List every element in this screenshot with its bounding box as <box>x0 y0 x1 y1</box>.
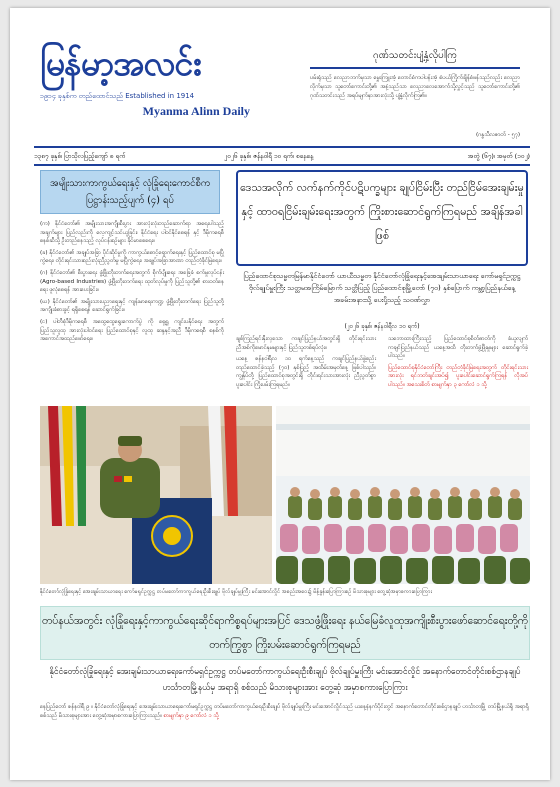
bottom-article-body <box>40 703 530 720</box>
speaker-photo <box>40 406 272 584</box>
left-article-headline: အမျိုးသားကာကွယ်ရေးနှင့် လုံခြုံရေးကောင်စီကပြဋ္ဌာန်းသည့်ပျက် (၄) ရပ် <box>40 170 220 214</box>
masthead-english-name: Myanma Alinn Daily <box>142 104 250 118</box>
main-article-paragraph: ယနေ့ ဇန်နဝါရီလ ၁၀ ရက်နေ့သည် ကချင်ပြည်နယ်ဖွဲ့စည်းတည်ထောင်ခဲ့သည့် (၇၀) နှစ်ပြည့် အထိမ်းအမှတ်နေ့ ဖြစ်ပါသည်။ ကျွန်ုပ်တို့ ပြည်ထောင်စုအတွင်းရှိ တိုင်းရင်းသားအားလုံး ညီညွတ်စွာ ပူးပေါင်း ကြိုးပမ်းကြရမည်။ <box>236 356 376 388</box>
photo-row <box>40 406 530 584</box>
audience-photo <box>276 406 530 584</box>
main-article-paragraph: ချစ်ကြည်ရင်းနှီးလှသော ကချင်ပြည်နယ်အတွင်းရှိ တိုင်းရင်းသားညီအစ်ကိုမောင်နှမများနှင့် ပြည်သူတစ်ရပ်လုံး။ <box>236 336 376 351</box>
masthead-subtitle: ၁၉၁၄ ခုနှစ်က တည်ထောင်သည် Established in 1914 <box>40 92 195 100</box>
left-article-paragraph: (ခ) နိုင်ငံတော်၏ အချုပ်အခြာ ပိုင်ဆိုင်မှုကို ကာကွယ်စောင့်ရှောက်ရေးနှင့် ပြည်ထောင်စု မပြိုကွဲရေး၊ တိုင်းရင်းသားစည်းလုံးညီညွတ်မှု မပြိုကွဲရေး၊ အချုပ်အခြာအာဏာ တည်တံ့ခိုင်မြဲရေး။ <box>40 249 224 265</box>
main-article-column-1 <box>236 335 376 393</box>
dateline-gregorian-date: ၂၀၂၆ ခုနှစ်၊ ဇန်နဝါရီ ၁၀ ရက်၊ စနေနေ့ <box>224 152 314 160</box>
photo-caption: နိုင်ငံတော်လုံခြုံရေးနှင့် အေးချမ်းသာယာရေး ကော်မရှင်ဥက္ကဋ္ဌ တပ်မတော်ကာကွယ်ရေးဦးစီးချုပ် ဗိုလ်ချုပ်မှူးကြီး မင်းအောင်လှိုင် အစည်းအဝေး၌ မိန့်ခွန်းပြောကြားစဉ် မိသားစုများ တွေ့ဆုံအမှာစကားပြောကြား <box>40 589 432 595</box>
main-article-subheadline: ပြည်ထောင်စုသမ္မတမြန်မာနိုင်ငံတော် ယာယီသမ္မတ နိုင်ငံတော်လုံခြုံရေးနှင့်အေးချမ်းသာယာရေး ကော်မရှင်ဥက္ကဋ္ဌ ဗိုလ်ချုပ်မှူးကြီး သတ္တမအကြိမ်မြောက် သတ္တိပြည့် ပြည်ထောင်စုမြို့တော် (၇၀) နှစ်ပြောက် ကမ္ဘာ့ပြည်နယ်နေ့ အခမ်းအနားသို့ ပေးပို့သည့် သဝဏ်လွှာ <box>243 272 521 304</box>
quote-title: ဂုဏ်သတင်းပျံ့နှံ့လိုပါကြ <box>310 48 520 69</box>
masthead-title: မြန်မာ့အလင်း <box>40 44 201 84</box>
main-article-paragraph: သဘောထားကြီးသည့် ပြည်ထောင်စုစိတ်ဓာတ်ကို ခံယူလျက် ကချင်ပြည်နယ်သည် ယနေ့အထိ တိုးတက်ဖွံ့ဖြိုးမှုများ ဆောင်ရွက်ခဲ့ပါသည်။ <box>388 336 528 360</box>
masthead <box>40 38 250 133</box>
quote-source: (ဂန္ဓသီလဇာတ် - ၅၇) <box>475 132 520 138</box>
left-article-paragraph: (ဂ) နိုင်ငံတော်၏ စီးပွားရေး ဖွံ့ဖြိုးတိုးတက်ရေးအတွက် စိုက်ပျိုးရေး အခြေခံ စက်မှုလုပ်ငန်း (Agro-based Industries) ဖွံ့ဖြိုးတိုးတက်ရေး ထုတ်လုပ်မှုကို ပြည်သူတို့၏ စားဝတ်နေရေး ဖူလုံစေရန် အားပေးခြင်း။ <box>40 269 224 294</box>
main-article-column-2 <box>388 335 528 393</box>
bottom-article-continued[interactable]: စာမျက်နှာ ၉ ကော်လံ ၁ သို့ <box>163 712 219 719</box>
main-article-dateline: (၂၀၂၆ ခုနှစ်၊ ဇန်နဝါရီလ ၁၀ ရက်) <box>344 323 420 330</box>
left-article-paragraph: (င) ပါတီစုံဒီမိုကရေစီ အထွေထွေရွေးကောက်ပွဲ ကို ရှေ့ရှု ကျင်းပနိုင်ရေး အတွက် ပြည်သူလူထု အားလုံးပါဝင်ရေး ပြည်ထောင်စုနှင့် လူထု ဆန္ဒနှင့်အညီ ဒီမိုကရေစီ စနစ်ကို အကောင်အထည်ဖော်ရေး။ <box>40 318 224 343</box>
bottom-article-headline[interactable]: တပ်နယ်အတွင်း လုံခြုံရေးနှင့်ကာကွယ်ရေးဆိုင်ရာကိစ္စရပ်များအပြင် ဒေသဖွံ့ဖြိုးရေး နယ်မြေခံလူထုအကျိုးစီးပွားဖော်ဆောင်ရေးတို့ကို တက်ကြွစွာ ကြိုးပမ်းဆောင်ရွက်ကြရမည် <box>40 606 530 660</box>
dateline-burmese-date: ၁၃၈၇ ခုနှစ်၊ ပြာသိုလပြည့်ကျော် ၈ ရက် <box>34 152 126 160</box>
left-article-paragraph: (က) နိုင်ငံတော်၏ အမျိုးသားအကျိုးစီးပွား အားလုံးလုံးတည်ဆောက်ရာ အရေးပါသည့် အချက်များ ပြည်လည်းကို လေ့ကျင့်သင်ယူခြင်း၊ နိုင်ငံရေး ပါဝင်နိုင်စေရန် နှင့် ဒီမိုကရေစီ စနစ်ဆီသို့ ဦးတည်နေသည့် လုပ်ငန်းစဉ်များ ခိုင်မာစေရေး။ <box>40 221 224 245</box>
newspaper-page <box>10 8 550 780</box>
left-article-body <box>40 220 224 347</box>
dateline-bar <box>34 146 530 166</box>
quote-text: ပမ်းရုံသည် လေညာဘက်မှသာ မွှေးကြူးအံ့ တောင်စံကပါပန်းအံ့ စံပယ်ကြိုက်ချိန်စံဖန်သည်လည်း လေညာလိုက်မှသာ သူတော်ကောင်းတို့၏ အနံ့သည်သာ လေညာလေအောက်သို့လွှင့်သည် သူတော်ကောင်းတို့၏ ဂုဏ်သတင်းသည် အရပ်မျက်နှာအားလုံးသို့ ပျံ့နှံ့လိုက်ကြ၏။ <box>310 75 520 99</box>
left-article-paragraph: (ဃ) နိုင်ငံတော်၏ အမျိုးသားပညာရေးနှင့် ကျန်းမာရေးကဏ္ဍ ဖွံ့ဖြိုးတိုးတက်ရေး ပြည်သူတို့ အကျိုးခံစားခွင့် ရရှိစေရန် ဆောင်ရွက်ခြင်း။ <box>40 298 224 314</box>
dateline-volume: အတွဲ (၆၇)၊ အမှတ် (၁၀၂) <box>467 152 530 160</box>
bottom-article-subheadline: နိုင်ငံတော်လုံခြုံရေးနှင့် အေးချမ်းသာယာရေးကော်မရှင်ဥက္ကဋ္ဌ တပ်မတော်ကာကွယ်ရေးဦးစီးချုပ် ဗိုလ်ချုပ်မှူးကြီး မင်းအောင်လှိုင် အနောက်တောင်တိုင်းစစ်ဌာနချုပ် ဟင်္သာတမြို့နယ်မှ အရာရှိ စစ်သည် မိသားစုများအား တွေ့ဆုံ အမှာစကားပြောကြား <box>49 666 521 692</box>
bottom-article-text: နေပြည်တော် ဇန်နဝါရီ ၉ ။ နိုင်ငံတော်လုံခြုံရေးနှင့် အေးချမ်းသာယာရေးကော်မရှင်ဥက္ကဋ္ဌ တပ်မတော်ကာကွယ်ရေးဦးစီးချုပ် ဗိုလ်ချုပ်မှူးကြီး မင်းအောင်လှိုင်သည် ယနေ့နံနက်ပိုင်းတွင် အနောက်တောင်တိုင်းစစ်ဌာနချုပ် ဟင်္သာတမြို့ တပ်မြို့နယ်ရှိ အရာရှိ စစ်သည် မိသားစုများအား တွေ့ဆုံအမှာစကားပြောကြားသည်။ <box>40 704 529 719</box>
main-article-paragraph: ပြည်ထောင်စုနိုင်ငံတော်ကြီး တည်တံ့ခိုင်မြဲရေးအတွက် တိုင်းရင်းသားအားလုံး ရင်ဘတ်ချင်းအပ်၍ ပူးပေါင်းဆောင်ရွက်ကြရန် လိုအပ်ပါသည်။ အသေးစိတ် စာမျက်နှာ ၃ ကော်လံ ၁ သို့ <box>388 364 528 388</box>
main-article-headline[interactable]: ဒေသအလိုက် လက်နက်ကိုင်ပဋိပက္ခများ ချုပ်ငြိမ်းပြီး တည်ငြိမ်အေးချမ်းမှုနှင့် ထာဝရငြိမ်းချမ်းရေးအတွက် ကြိုးစားဆောင်ရွက်ကြရမည် အချိန်အခါဖြစ် <box>236 170 528 266</box>
